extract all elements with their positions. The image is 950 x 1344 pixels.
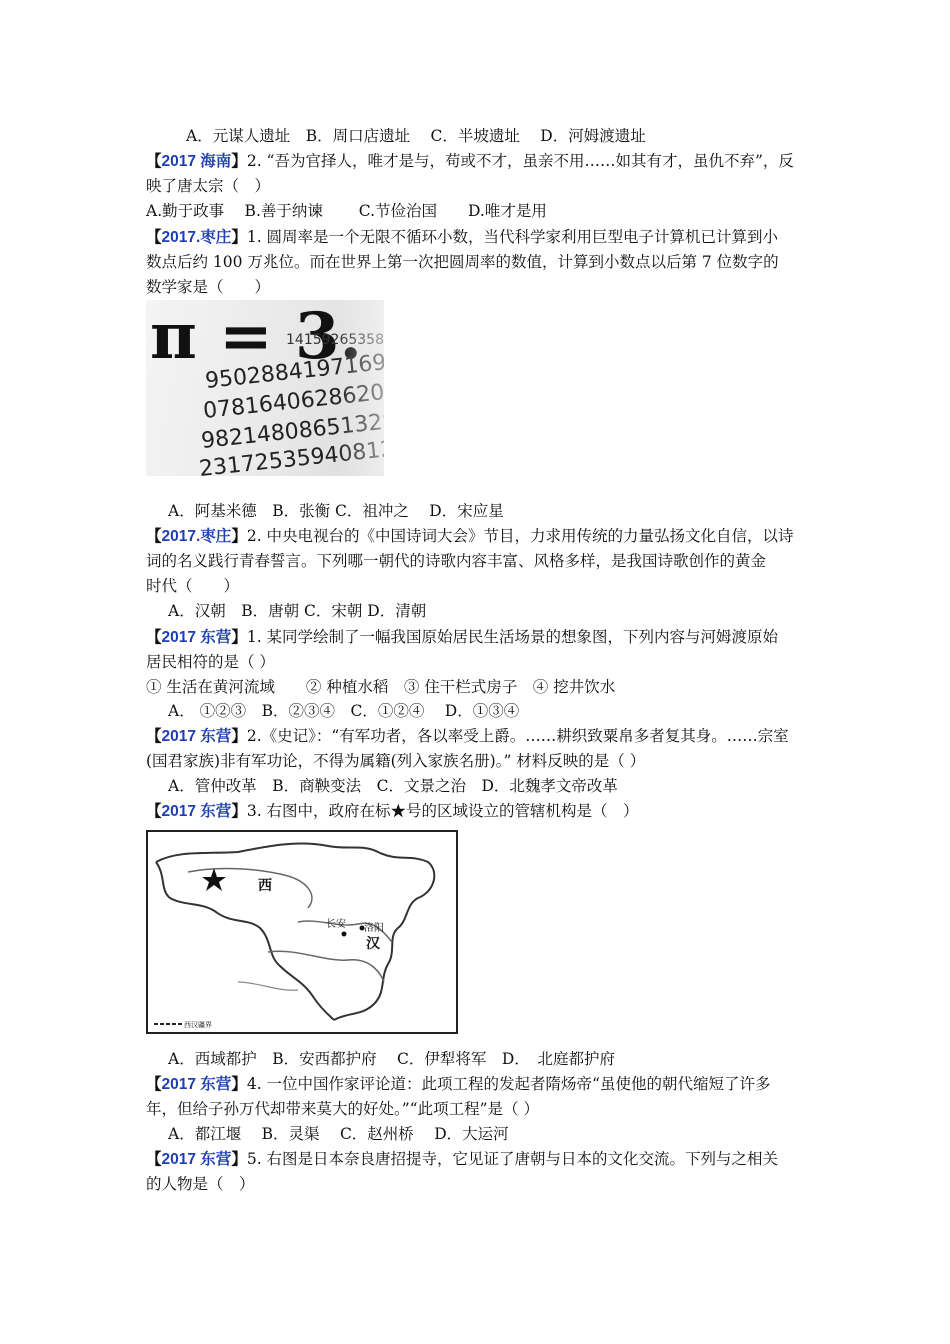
q1-options: A．元谋人遗址 B．周口店遗址 C．半坡遗址 D．河姆渡遗址 <box>186 127 646 145</box>
q5-options: A． ①②③ B．②③④ C．①②④ D．①③④ <box>168 702 520 720</box>
q8-line1: 【2017 东营】4. 一位中国作家评论道：此项工程的发起者隋炀帝“虽使他的朝代缩短了许多 <box>146 1075 771 1093</box>
q2-options: A.勤于政事 B.善于纳谏 C.节俭治国 D.唯才是用 <box>146 202 547 220</box>
map-legend: 西汉疆界 <box>184 1021 212 1029</box>
source-tag: 【2017.枣庄】 <box>146 229 247 246</box>
q5-statements: ① 生活在黄河流域 ② 种植水稻 ③ 住干栏式房子 ④ 挖井饮水 <box>146 678 616 696</box>
source-tag: 【2017 海南】 <box>146 153 247 170</box>
q4-line1: 【2017.枣庄】2. 中央电视台的《中国诗词大会》节目，力求用传统的力量弘扬文化自信，以诗 <box>146 527 794 545</box>
source-tag: 【2017 东营】 <box>146 728 247 745</box>
q6-options: A．管仲改革 B．商鞅变法 C．文景之治 D．北魏孝文帝改革 <box>168 777 618 795</box>
q6-line2: (国君家族)非有军功论，不得为属籍(列入家族名册)。” 材料反映的是（ ） <box>146 752 646 770</box>
q8-options: A．都江堰 B．灵渠 C．赵州桥 D．大运河 <box>168 1125 509 1143</box>
q2-line1: 【2017 海南】2. “吾为官择人，唯才是与，苟或不才，虽亲不用……如其有才，虽仇不弃”，反 <box>146 152 794 170</box>
source-tag: 【2017.枣庄】 <box>146 528 247 545</box>
q9-line2: 的人物是（ ） <box>146 1175 255 1193</box>
q4-line3: 时代（ ） <box>146 577 240 595</box>
q7-line1: 【2017 东营】3. 右图中，政府在标★号的区域设立的管辖机构是（ ） <box>146 802 639 820</box>
pi-illustration <box>146 300 384 476</box>
source-tag: 【2017 东营】 <box>146 1076 247 1093</box>
q8-line2: 年，但给子孙万代却带来莫大的好处。”“此项工程”是（ ） <box>146 1100 539 1118</box>
q6-line1: 【2017 东营】2.《史记》：“有军功者，各以率受上爵。……耕织致粟帛多者复其身。……宗室 <box>146 727 789 745</box>
source-tag: 【2017 东营】 <box>146 629 247 646</box>
q9-line1: 【2017 东营】5. 右图是日本奈良唐招提寺，它见证了唐朝与日本的文化交流。下列与之相关 <box>146 1150 779 1168</box>
star-icon <box>202 868 226 891</box>
pi-image <box>146 300 384 476</box>
q2-line2: 映了唐太宗（ ） <box>146 177 271 195</box>
q4-options: A．汉朝 B．唐朝 C．宋朝 D．清朝 <box>168 602 427 620</box>
q3-line2: 数点后约 100 万兆位。而在世界上第一次把圆周率的数值，计算到小数点以后第 7 位数字的 <box>146 253 779 271</box>
source-tag: 【2017 东营】 <box>146 803 247 820</box>
map-label-changan: 长安 <box>326 919 346 930</box>
han-map-image <box>146 830 458 1034</box>
source-tag: 【2017 东营】 <box>146 1151 247 1168</box>
q3-options: A．阿基米德 B．张衡 C．祖冲之 D．宋应星 <box>168 502 504 520</box>
q4-line2: 词的名义践行青春誓言。下列哪一朝代的诗歌内容丰富、风格多样，是我国诗歌创作的黄金 <box>146 552 767 570</box>
map-label-luoyang: 洛阳 <box>364 923 384 934</box>
q7-options: A．西域都护 B．安西都护府 C．伊犁将军 D． 北庭都护府 <box>168 1050 616 1068</box>
q5-line2: 居民相符的是（ ） <box>146 653 275 671</box>
map-label-west: 西 <box>258 878 272 894</box>
q5-line1: 【2017 东营】1. 某同学绘制了一幅我国原始居民生活场景的想象图，下列内容与河姆渡原始 <box>146 628 779 646</box>
map-illustration <box>148 832 456 1032</box>
q3-line3: 数学家是（ ） <box>146 278 271 296</box>
q3-line1: 【2017.枣庄】1. 圆周率是一个无限不循环小数，当代科学家利用巨型电子计算机已计算到小 <box>146 228 779 246</box>
map-label-han: 汉 <box>366 936 380 952</box>
